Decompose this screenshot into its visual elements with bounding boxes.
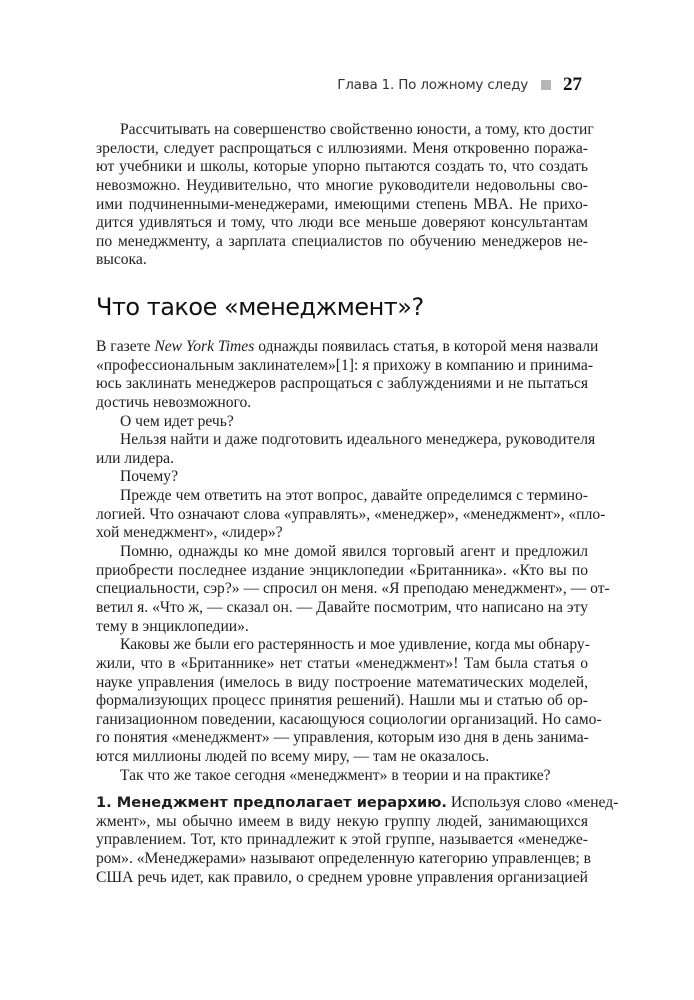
text-line: юсь заклинать менеджеров распрощаться с заблуждениями и не пытаться [96, 375, 588, 393]
paragraph-block-main [96, 338, 610, 785]
text-segment: Используя слово «менед- [446, 794, 619, 811]
text-line: го понятия «менеджмент» — управления, которым изо дня в день занима- [96, 729, 589, 747]
text-line: или лидера. [96, 449, 174, 467]
text-line: ются миллионы людей по всему миру, — там не оказалось. [96, 748, 490, 766]
paragraph-block-hierarchy [96, 794, 619, 887]
text-line: по менеджменту, а зарплата специалистов по обучению менеджеров не- [96, 232, 588, 250]
text-line: формализующих процесс принятия решений). Нашли мы и статью об ор- [96, 692, 588, 710]
text-line: логией. Что означают слова «управлять», «менеджер», «менеджмент», «пло- [96, 505, 606, 523]
text-line: Нельзя найти и даже подготовить идеального менеджера, руководителя [120, 431, 596, 449]
text-line: Помню, однажды ко мне домой явился торговый агент и предложил [120, 543, 588, 561]
text-line: жмент», мы обычно имеем в виду некую группу людей, занимающихся [96, 812, 588, 830]
text-line [96, 794, 619, 813]
text-line: специальности, сэр?» — спросил он меня. «Я преподаю менеджмент», — от- [96, 580, 610, 598]
page-number: 27 [563, 74, 582, 95]
text-line: дится удивляться и тому, что люди все меньше доверяют консультантам [96, 214, 588, 232]
text-line: жили, что в «Британнике» нет статьи «менеджмент»! Там была статья о [96, 654, 588, 672]
text-line: тему в энциклопедии». [96, 617, 249, 635]
text-line: достичь невозможного. [96, 393, 252, 411]
text-line: Прежде чем ответить на этот вопрос, давайте определимся с термино- [120, 487, 588, 505]
text-line: хой менеджмент», «лидер»? [96, 524, 283, 542]
text-line: ют учебники и школы, которые упорно пытаются создать то, что создать [96, 158, 588, 176]
text-line: Почему? [120, 468, 179, 486]
section-heading: Что такое «менеджмент»? [96, 293, 424, 321]
text-line: невозможно. Неудивительно, что многие руководители недовольны сво- [96, 176, 588, 194]
text-line: науке управления (имелось в виду построение математических моделей, [96, 673, 588, 691]
text-line [96, 338, 599, 357]
text-line: приобрести последнее издание энциклопедии «Британника». «Кто вы по [96, 561, 588, 579]
text-segment: В газете [96, 338, 155, 355]
text-line: США речь идет, как правило, о среднем уровне управления организацией [96, 868, 588, 886]
text-line: Рассчитывать на совершенство свойственно юности, а тому, кто достиг [120, 121, 594, 138]
text-line: Каковы же были его растерянность и мое удивление, когда мы обнару- [120, 636, 590, 654]
text-line: ветил я. «Что ж, — сказал он. — Давайте посмотрим, что написано на эту [96, 598, 588, 616]
text-line: Так что же такое сегодня «менеджмент» в теории и на практике? [120, 766, 551, 784]
text-line: зрелости, следует распрощаться с иллюзиями. Меня откровенно поража- [96, 139, 588, 157]
text-line: управлением. Тот, кто принадлежит к этой группе, называется «менедже- [96, 831, 588, 849]
text-line: ганизационном поведении, касающуюся социологии организаций. Но само- [96, 710, 602, 728]
paragraph-block-intro [96, 121, 594, 270]
chapter-title: Глава 1. По ложному следу [337, 77, 528, 93]
italic-title: New York Times [154, 338, 255, 355]
text-line: О чем идет речь? [120, 412, 234, 430]
running-header [337, 74, 582, 96]
text-line: высока. [96, 251, 147, 269]
text-line: ими подчиненными-менеджерами, имеющими степень MBA. Не прихо- [96, 195, 588, 213]
text-line: ром». «Менеджерами» называют определенную категорию управленцев; в [96, 849, 592, 867]
separator-square-icon [541, 80, 551, 90]
bold-lead: 1. Менеджмент предполагает иерархию. [96, 794, 447, 811]
text-line: «профессиональным заклинателем»[1]: я прихожу в компанию и принима- [96, 356, 594, 374]
text-segment: однажды появилась статья, в которой меня назвали [254, 338, 599, 355]
